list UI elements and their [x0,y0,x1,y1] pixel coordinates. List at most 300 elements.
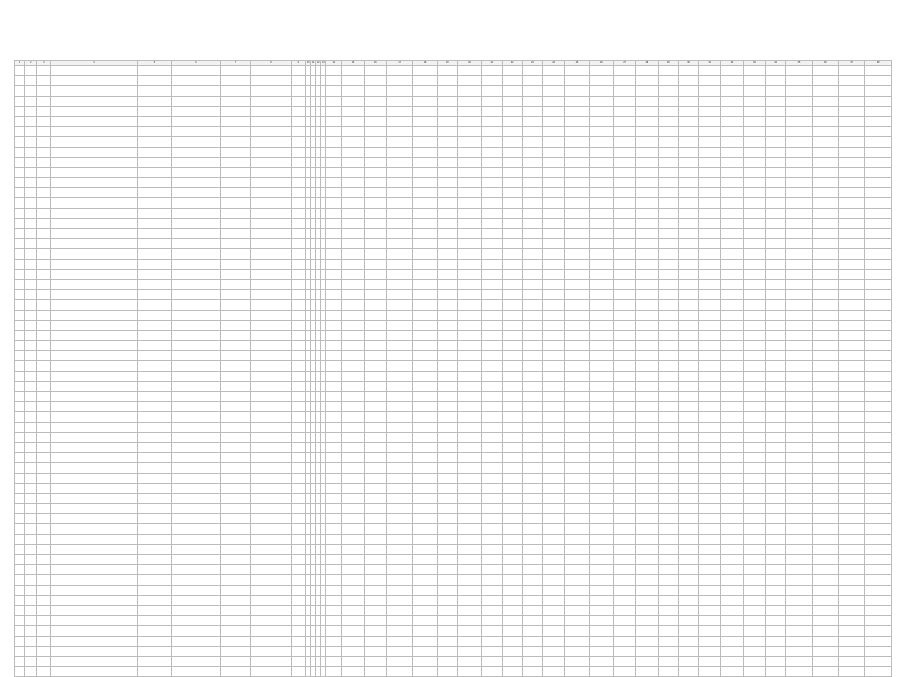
table-cell [786,605,812,615]
table-cell [364,76,386,86]
table-cell [839,106,865,116]
table-row [15,300,892,310]
table-cell [658,106,678,116]
table-cell [721,86,743,96]
table-cell [614,595,636,605]
table-cell [342,504,364,514]
table-cell [699,127,721,137]
table-cell [589,453,613,463]
table-cell [326,290,342,300]
table-cell [413,667,437,677]
table-cell [812,585,838,595]
table-cell [326,229,342,239]
table-cell [636,616,658,626]
table-cell [37,646,51,656]
table-cell [543,483,565,493]
table-cell [386,402,412,412]
table-cell [522,493,542,503]
table-cell [326,137,342,147]
table-cell [502,616,522,626]
table-cell [589,483,613,493]
column-header: 17 [386,61,412,66]
table-row [15,412,892,422]
table-cell [251,565,292,575]
table-cell [543,218,565,228]
table-cell [699,188,721,198]
table-cell [812,351,838,361]
table-cell [743,137,765,147]
table-cell [812,575,838,585]
table-cell [589,667,613,677]
table-cell [137,86,171,96]
table-cell [172,442,221,452]
table-cell [543,86,565,96]
table-cell [543,198,565,208]
table-cell [482,106,502,116]
table-cell [786,310,812,320]
table-cell [457,595,481,605]
table-cell [699,351,721,361]
table-cell [839,66,865,76]
table-row [15,453,892,463]
table-cell [386,504,412,514]
table-cell [137,514,171,524]
table-cell [51,341,137,351]
table-cell [25,341,37,351]
table-cell [437,504,457,514]
table-cell [413,524,437,534]
table-cell [865,473,892,483]
table-cell [614,626,636,636]
table-cell [51,605,137,615]
table-cell [543,667,565,677]
table-cell [839,330,865,340]
table-cell [15,330,25,340]
table-cell [326,442,342,452]
table-cell [839,493,865,503]
table-cell [457,106,481,116]
table-cell [251,514,292,524]
table-cell [364,524,386,534]
table-cell [658,667,678,677]
table-cell [699,412,721,422]
table-cell [699,320,721,330]
table-cell [220,310,250,320]
table-cell [25,157,37,167]
table-cell [678,249,698,259]
table-cell [220,198,250,208]
table-cell [786,320,812,330]
table-cell [636,290,658,300]
table-cell [437,259,457,269]
table-cell [502,239,522,249]
table-row [15,555,892,565]
table-cell [658,636,678,646]
table-cell [25,555,37,565]
table-cell [658,127,678,137]
table-cell [220,361,250,371]
table-cell [743,422,765,432]
table-cell [457,351,481,361]
table-cell [437,137,457,147]
table-cell [137,249,171,259]
table-cell [565,453,589,463]
table-cell [865,442,892,452]
table-cell [364,229,386,239]
table-cell [766,636,786,646]
table-cell [15,269,25,279]
table-cell [565,646,589,656]
table-cell [25,66,37,76]
table-cell [25,544,37,554]
table-cell [326,76,342,86]
table-cell [636,585,658,595]
table-cell [699,432,721,442]
table-cell [565,422,589,432]
table-cell [172,188,221,198]
table-cell [614,167,636,177]
table-cell [25,463,37,473]
table-cell [482,147,502,157]
table-cell [326,127,342,137]
table-cell [386,218,412,228]
table-cell [386,432,412,442]
table-cell [743,412,765,422]
table-cell [812,198,838,208]
table-cell [386,269,412,279]
table-cell [457,76,481,86]
table-cell [636,555,658,565]
table-cell [678,330,698,340]
table-cell [839,585,865,595]
column-header: 31 [699,61,721,66]
table-cell [51,381,137,391]
table-cell [543,76,565,86]
table-cell [658,605,678,615]
table-cell [721,555,743,565]
table-cell [51,249,137,259]
table-row [15,178,892,188]
table-cell [457,361,481,371]
table-cell [342,188,364,198]
table-cell [565,300,589,310]
table-cell [413,463,437,473]
table-cell [636,534,658,544]
table-cell [25,453,37,463]
table-cell [766,392,786,402]
table-cell [386,646,412,656]
table-cell [786,96,812,106]
table-cell [565,605,589,615]
table-cell [766,239,786,249]
table-cell [678,198,698,208]
table-cell [721,595,743,605]
table-cell [658,555,678,565]
table-row [15,442,892,452]
table-cell [743,483,765,493]
table-cell [326,646,342,656]
table-cell [812,453,838,463]
table-cell [37,249,51,259]
table-cell [786,381,812,391]
table-row [15,636,892,646]
table-cell [812,249,838,259]
table-cell [589,147,613,157]
table-cell [743,504,765,514]
table-cell [220,330,250,340]
table-cell [437,361,457,371]
table-cell [342,585,364,595]
table-cell [565,575,589,585]
table-cell [172,667,221,677]
table-cell [543,493,565,503]
table-cell [721,269,743,279]
table-cell [699,493,721,503]
table-cell [766,626,786,636]
table-cell [482,402,502,412]
table-cell [522,330,542,340]
table-cell [482,269,502,279]
table-cell [636,310,658,320]
table-cell [37,605,51,615]
table-cell [812,667,838,677]
table-cell [678,320,698,330]
table-cell [413,432,437,442]
table-cell [172,381,221,391]
table-cell [721,249,743,259]
table-cell [678,351,698,361]
table-cell [137,504,171,514]
table-cell [658,616,678,626]
table-cell [865,310,892,320]
table-cell [522,341,542,351]
table-cell [51,646,137,656]
table-cell [699,442,721,452]
table-cell [839,595,865,605]
table-cell [502,585,522,595]
table-cell [743,565,765,575]
table-cell [25,320,37,330]
table-cell [437,106,457,116]
table-cell [812,402,838,412]
table-cell [15,341,25,351]
table-cell [457,239,481,249]
table-cell [839,626,865,636]
table-cell [636,463,658,473]
table-cell [812,422,838,432]
table-cell [658,656,678,666]
table-cell [614,116,636,126]
table-cell [15,320,25,330]
table-cell [342,300,364,310]
table-cell [457,249,481,259]
table-cell [614,483,636,493]
table-cell [326,595,342,605]
table-cell [522,555,542,565]
table-cell [786,544,812,554]
table-cell [137,605,171,615]
table-row [15,188,892,198]
table-cell [721,147,743,157]
table-row [15,646,892,656]
table-cell [678,76,698,86]
table-cell [291,524,305,534]
table-cell [522,616,542,626]
table-cell [522,646,542,656]
table-cell [342,66,364,76]
table-cell [699,218,721,228]
table-row [15,616,892,626]
table-cell [743,96,765,106]
table-cell [614,310,636,320]
table-cell [437,208,457,218]
table-cell [51,86,137,96]
table-cell [15,646,25,656]
table-cell [364,432,386,442]
table-cell [721,239,743,249]
table-cell [636,493,658,503]
table-cell [699,239,721,249]
table-cell [15,667,25,677]
table-cell [51,453,137,463]
table-cell [326,320,342,330]
table-cell [502,127,522,137]
table-cell [413,565,437,575]
table-cell [51,167,137,177]
table-cell [699,595,721,605]
table-cell [220,320,250,330]
table-cell [565,259,589,269]
table-cell [437,555,457,565]
table-cell [437,544,457,554]
table-cell [839,392,865,402]
table-cell [766,341,786,351]
table-cell [364,116,386,126]
table-row [15,463,892,473]
table-cell [658,229,678,239]
table-cell [658,381,678,391]
table-cell [137,178,171,188]
table-cell [37,667,51,677]
table-cell [766,667,786,677]
table-cell [614,208,636,218]
table-cell [342,96,364,106]
table-cell [786,341,812,351]
table-cell [291,504,305,514]
table-cell [437,229,457,239]
table-cell [812,300,838,310]
table-cell [743,636,765,646]
table-cell [482,453,502,463]
table-cell [743,290,765,300]
table-cell [589,575,613,585]
table-cell [413,198,437,208]
table-cell [766,66,786,76]
table-cell [437,626,457,636]
table-cell [614,514,636,524]
table-cell [172,422,221,432]
table-cell [766,137,786,147]
table-cell [251,422,292,432]
table-cell [543,504,565,514]
table-cell [291,66,305,76]
column-header: 3 [37,61,51,66]
table-cell [678,66,698,76]
table-cell [865,249,892,259]
table-cell [291,320,305,330]
table-cell [636,218,658,228]
table-cell [364,646,386,656]
table-cell [522,463,542,473]
table-cell [839,555,865,565]
table-cell [522,442,542,452]
table-cell [413,575,437,585]
table-cell [543,524,565,534]
table-cell [37,565,51,575]
table-cell [364,147,386,157]
table-cell [543,310,565,320]
table-cell [172,473,221,483]
table-cell [502,422,522,432]
table-cell [786,330,812,340]
table-cell [172,330,221,340]
table-cell [839,137,865,147]
table-cell [51,626,137,636]
table-cell [172,279,221,289]
table-cell [386,585,412,595]
table-cell [326,381,342,391]
table-cell [172,432,221,442]
table-cell [839,178,865,188]
table-cell [865,422,892,432]
table-cell [137,208,171,218]
table-cell [699,646,721,656]
table-cell [15,605,25,615]
table-cell [766,453,786,463]
table-cell [721,218,743,228]
table-cell [839,259,865,269]
table-cell [137,371,171,381]
table-cell [364,178,386,188]
table-cell [678,524,698,534]
table-cell [786,239,812,249]
table-cell [678,300,698,310]
table-cell [220,626,250,636]
table-cell [51,188,137,198]
table-cell [543,249,565,259]
table-cell [386,239,412,249]
table-cell [502,473,522,483]
table-cell [482,392,502,402]
table-cell [766,310,786,320]
table-cell [25,524,37,534]
table-cell [364,86,386,96]
table-cell [437,147,457,157]
table-cell [865,116,892,126]
table-cell [636,626,658,636]
table-cell [251,534,292,544]
table-cell [37,157,51,167]
table-cell [172,300,221,310]
table-cell [812,432,838,442]
table-cell [543,646,565,656]
table-cell [15,422,25,432]
table-cell [721,534,743,544]
table-cell [457,493,481,503]
table-cell [251,392,292,402]
table-cell [251,208,292,218]
table-cell [364,514,386,524]
